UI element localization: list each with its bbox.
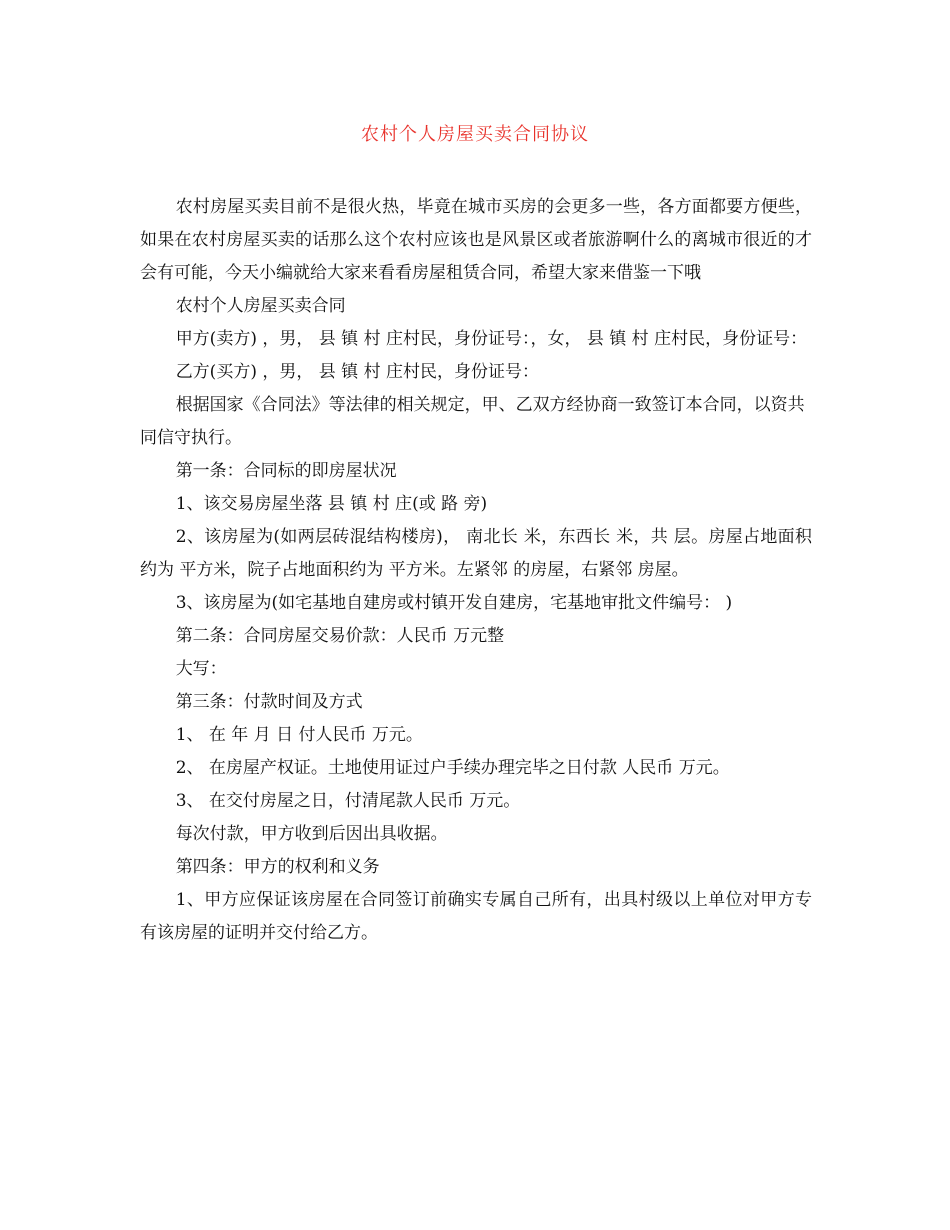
paragraph-article-4: 第四条：甲方的权利和义务 — [175, 857, 380, 877]
paragraph-receipt: 每次付款，甲方收到后因出具收据。 — [175, 824, 448, 844]
paragraph-article-3-item-2: 2、 在房屋产权证。土地使用证过户手续办理完毕之日付款 人民币 万元。 — [175, 758, 730, 778]
paragraph-party-b: 乙方(买方) ，男， 县 镇 村 庄村民，身份证号： — [175, 362, 539, 382]
document-body — [140, 191, 812, 950]
paragraph-intro: 农村房屋买卖目前不是很火热，毕竟在城市买房的会更多一些，各方面都要方便些，如果在农村房屋买卖的话那么这个农村应该也是风景区或者旅游啊什么的离城市很近的才会有可能，今天小编就给大家来看看房屋租赁合同，希望大家来借鉴一下哦 — [140, 197, 812, 283]
paragraph-legal-basis: 根据国家《合同法》等法律的相关规定，甲、乙双方经协商一致签订本合同，以资共同信守执行。 — [140, 395, 805, 448]
paragraph-article-3-item-1: 1、 在 年 月 日 付人民币 万元。 — [175, 725, 423, 745]
paragraph-article-1-item-1: 1、该交易房屋坐落 县 镇 村 庄(或 路 旁) — [175, 494, 488, 514]
document-title: 农村个人房屋买卖合同协议 — [361, 124, 589, 145]
paragraph-article-4-item-1: 1、甲方应保证该房屋在合同签订前确实专属自己所有，出具村级以上单位对甲方专有该房屋的证明并交付给乙方。 — [140, 890, 812, 943]
paragraph-contract-heading: 农村个人房屋买卖合同 — [175, 296, 346, 316]
paragraph-article-1: 第一条：合同标的即房屋状况 — [175, 461, 397, 481]
paragraph-article-1-item-2: 2、该房屋为(如两层砖混结构楼房)， 南北长 米，东西长 米，共 层。房屋占地面积约为 平方米，院子占地面积约为 平方米。左紧邻 的房屋，右紧邻 房屋。 — [140, 527, 812, 580]
paragraph-uppercase-amount: 大写： — [175, 659, 227, 679]
paragraph-article-2: 第二条：合同房屋交易价款：人民币 万元整 — [175, 626, 505, 646]
paragraph-party-a: 甲方(卖方) ，男， 县 镇 村 庄村民，身份证号：，女， 县 镇 村 庄村民，身份证号： — [175, 329, 808, 349]
paragraph-article-1-item-3: 3、该房屋为(如宅基地自建房或村镇开发自建房，宅基地审批文件编号： ) — [175, 593, 733, 613]
paragraph-article-3-item-3: 3、 在交付房屋之日，付清尾款人民币 万元。 — [175, 791, 521, 811]
paragraph-article-3: 第三条：付款时间及方式 — [175, 692, 363, 712]
